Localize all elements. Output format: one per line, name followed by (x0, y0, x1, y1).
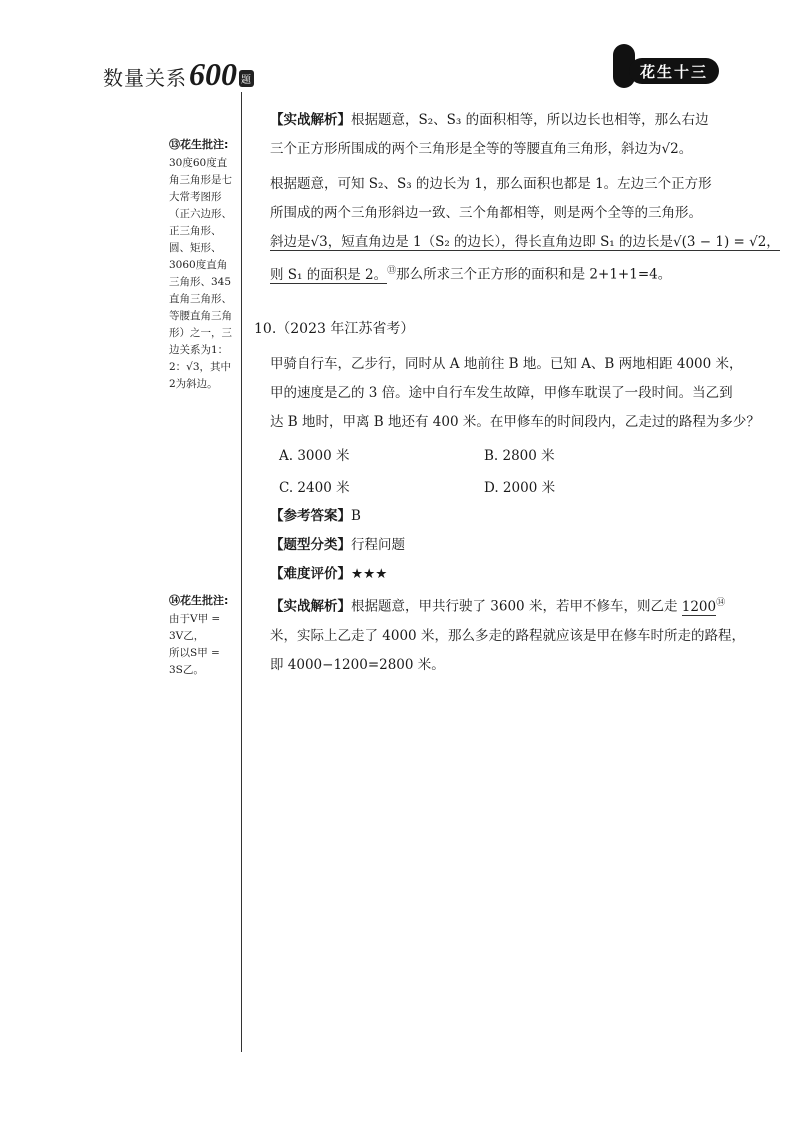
book-title-badge: 题 (239, 70, 254, 87)
brand-logo (613, 44, 721, 90)
stem-line: 甲骑自行车，乙步行，同时从 A 地前往 B 地。已知 A、B 两地相距 4000 米， (270, 356, 743, 372)
analysis-tag: 【实战解析】 (270, 112, 351, 128)
note-body: 30度60度直角三角形是七大常考图形（正六边形、正三角形、圆、矩形、3060度直角三角形、345直角三角形、等腰直角三角形）之一，三边关系为1：2：√3，其中2为斜边。 (169, 157, 232, 390)
sidebar-note-14 (169, 592, 235, 679)
analysis-line: 根据题意，可知 S₂、S₃ 的边长为 1，那么面积也都是 1。左边三个正方形 (270, 176, 712, 192)
brand-label: 花生十三 (629, 58, 719, 84)
analysis-line (270, 589, 726, 622)
answer-value: B (351, 508, 361, 524)
book-title (103, 56, 254, 93)
underlined-text: 则 S₁ 的面积是 2。 (270, 266, 388, 283)
answer-tag: 【参考答案】 (270, 508, 351, 524)
sidebar-note-13 (169, 136, 235, 393)
previous-analysis (270, 106, 780, 290)
option-d: D. 2000 米 (484, 480, 556, 496)
analysis-text: 根据题意，S₂、S₃ 的面积相等，所以边长也相等，那么右边 (351, 112, 709, 128)
column-divider (241, 92, 242, 1052)
analysis-text: 根据题意，甲共行驶了 3600 米，若甲不修车，则乙走 (351, 598, 682, 615)
note-marker: ⑬ (387, 266, 397, 276)
analysis-line: 即 4000−1200=2800 米。 (270, 656, 445, 673)
underlined-text: 斜边是√3，短直角边是 1（S₂ 的边长），得长直角边即 S₁ 的边长是√(3 − 1) = √2， (270, 234, 780, 250)
stem-line: 达 B 地时，甲离 B 地还有 400 米。在甲修车的时间段内，乙走过的路程为多少？ (270, 414, 760, 430)
difficulty-stars: ★★★ (351, 566, 388, 582)
analysis-line: 米，实际上乙走了 4000 米，那么多走的路程就应该是甲在修车时所走的路程， (270, 627, 745, 644)
type-value: 行程问题 (351, 537, 405, 553)
analysis-line: 所围成的两个三角形斜边一致、三个角都相等，则是两个全等的三角形。 (270, 205, 702, 221)
analysis-line (270, 106, 710, 135)
note-title: ⑬花生批注: (169, 138, 229, 151)
note-marker: ⑭ (716, 598, 726, 608)
question-stem (270, 350, 760, 437)
option-a: A. 3000 米 (279, 448, 350, 464)
type-line (270, 531, 710, 560)
analysis-line (270, 257, 710, 290)
analysis-line (270, 228, 780, 257)
type-tag: 【题型分类】 (270, 537, 351, 553)
difficulty-line (270, 560, 710, 589)
option-c: C. 2400 米 (279, 480, 350, 496)
question-number: 10.（2023 年江苏省考） (254, 321, 415, 337)
underlined-text: 1200 (681, 598, 717, 615)
answer-line (270, 502, 710, 531)
note-body: 由于V甲 = 3V乙， 所以S甲 = 3S乙。 (169, 613, 221, 676)
option-b: B. 2800 米 (484, 448, 555, 464)
note-title: ⑭花生批注: (169, 594, 229, 607)
answer-block (270, 502, 745, 680)
stem-line: 甲的速度是乙的 3 倍。途中自行车发生故障，甲修车耽误了一段时间。当乙到 (270, 385, 733, 401)
book-title-number: 600 (189, 56, 237, 92)
analysis-text: 那么所求三个正方形的面积和是 2+1+1=4。 (396, 266, 672, 283)
analysis-tag: 【实战解析】 (270, 598, 351, 615)
analysis-line: 三个正方形所围成的两个三角形是全等的等腰直角三角形，斜边为√2。 (270, 141, 693, 157)
book-title-text: 数量关系 (103, 66, 187, 90)
difficulty-tag: 【难度评价】 (270, 566, 351, 582)
